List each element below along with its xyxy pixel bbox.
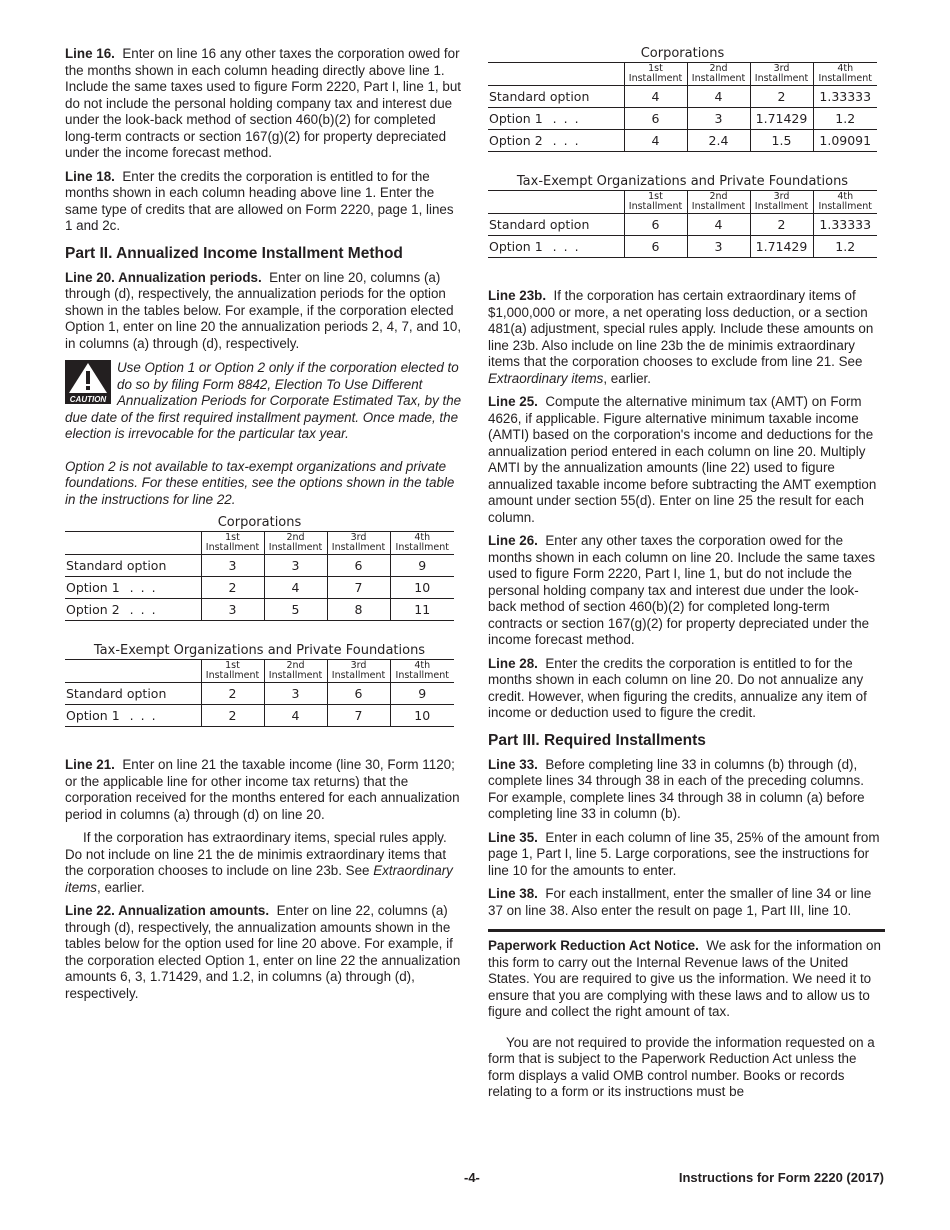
line25-paragraph: Line 25. Compute the alternative minimum tax (AMT) on Form 4626, if applicable. Figure alternative minimum taxable income (AMTI) based on the corporation's income and deductions for the annualization period entered in each column on line 20. Multiply AMTI by the annualization amounts (line 22) used to figure annualized taxable income before subtracting the AMT exemption amount under section 55(d). Enter on line 25 the result for each column. <box>488 394 877 525</box>
column-header: 3rd Installment <box>750 191 813 214</box>
column-header: 1st Installment <box>624 191 687 214</box>
table-cell: 10 <box>390 705 454 727</box>
table-cell: 6 <box>624 236 687 258</box>
column-header: 2nd Installment <box>264 532 327 555</box>
annualization-amounts-corporations-table <box>488 46 877 152</box>
table-cell: 7 <box>327 705 390 727</box>
table-cell: 3 <box>264 683 327 705</box>
table-row <box>65 683 454 705</box>
leader-dots: ... <box>552 111 586 126</box>
line35-paragraph: Line 35. Enter in each column of line 35, 25% of the amount from page 1, Part I, line 5. Large corporations, see the instructions for line 10 for the amounts to enter. <box>488 829 880 878</box>
table-cell: 4 <box>687 214 750 236</box>
column-header: 4th Installment <box>390 660 454 683</box>
table-corporations-periods <box>65 515 462 621</box>
row-label: Option 1 ... <box>65 705 201 727</box>
column-header: 3rd Installment <box>327 532 390 555</box>
row-label: Option 1 ... <box>488 236 624 258</box>
table-cell: 4 <box>687 86 750 108</box>
table-row <box>65 555 454 577</box>
line22-paragraph: Line 22. Annualization amounts. Enter on line 22, columns (a) through (d), respectively, the annualization amounts shown in the tables below for the option used for line 20 above. For example, if the corporation elected Option 1, enter on line 22 the annualization amounts 6, 3, 1.71429, and 1.2, in columns (a) through (d), respectively. <box>65 903 461 1001</box>
line25-heading: Line 25. <box>488 394 538 409</box>
table-caption: Tax-Exempt Organizations and Private Foundations <box>93 643 426 658</box>
table-cell: 3 <box>201 599 264 621</box>
table-cell: 6 <box>327 555 390 577</box>
leader-dots: ... <box>129 580 163 595</box>
row-label: Standard option <box>65 555 201 577</box>
line22-heading: Line 22. Annualization amounts. <box>65 903 270 918</box>
page-number: -4- <box>464 1170 480 1185</box>
table-row <box>65 577 454 599</box>
line16-paragraph: Line 16. Enter on line 16 any other taxes the corporation owed for the months shown in each column heading directly above line 1. Include the same taxes used to figure Form 2220, Part I, line 1, but do not include the personal holding company tax and interest due under the look-back method of section 460(b)(2) for completed long-term contracts or section 167(g)(2) for property depreciated under the income forecast method. <box>65 46 461 160</box>
column-header: 2nd Installment <box>687 191 750 214</box>
table-cell: 6 <box>624 214 687 236</box>
right-column <box>488 46 885 1108</box>
table-cell: 9 <box>390 683 454 705</box>
part2-heading: Part II. Annualized Income Installment Method <box>65 244 403 262</box>
part3-heading: Part III. Required Installments <box>488 731 706 749</box>
caution-icon <box>65 360 111 404</box>
line21-paragraph: Line 21. Enter on line 21 the taxable income (line 30, Form 1120; or the applicable line for other income tax returns) that the corporation received for the months entered for each annualization period in columns (a) through (d) on line 20. <box>65 757 460 822</box>
table-caption: Corporations <box>217 515 302 530</box>
table-row <box>488 236 877 258</box>
row-label: Standard option <box>488 86 624 108</box>
table-row <box>65 599 454 621</box>
column-header: 1st Installment <box>624 63 687 86</box>
leader-dots: ... <box>129 602 163 617</box>
caution-box <box>65 360 462 443</box>
table-cell: 4 <box>264 577 327 599</box>
table-cell: 9 <box>390 555 454 577</box>
table-cell: 2 <box>201 705 264 727</box>
table-row <box>488 130 877 152</box>
column-header: 2nd Installment <box>687 63 750 86</box>
table-caption: Corporations <box>640 46 725 61</box>
table-cell: 4 <box>264 705 327 727</box>
table-cell: 6 <box>624 108 687 130</box>
table-cell: 1.33333 <box>813 86 877 108</box>
table-row <box>488 108 877 130</box>
table-cell: 1.71429 <box>750 108 813 130</box>
caution-text: Use Option 1 or Option 2 only if the corporation elected to do so by filing Form 8842, Election To Use Different Annualization Periods for Corporate Estimated Tax, by the due date of the first required installment payment. Once made, the election is irrevocable for the particular tax year. <box>65 360 462 441</box>
table-header-row <box>488 191 877 214</box>
table-cell: 6 <box>327 683 390 705</box>
table-cell: 4 <box>624 130 687 152</box>
table-cell: 10 <box>390 577 454 599</box>
row-label: Option 1 ... <box>65 577 201 599</box>
line21-heading: Line 21. <box>65 757 115 772</box>
line28-paragraph: Line 28. Enter the credits the corporation is entitled to for the months shown in each column on line 20. Do not annualize any credit. However, when figuring the credits, annualize any item of income or deduction used to figure the credit. <box>488 655 867 720</box>
table-cell: 7 <box>327 577 390 599</box>
row-label: Option 2 ... <box>65 599 201 621</box>
column-header: 4th Installment <box>813 191 877 214</box>
table-row <box>65 705 454 727</box>
leader-dots: ... <box>552 239 586 254</box>
table-cell: 1.5 <box>750 130 813 152</box>
line20-paragraph: Line 20. Annualization periods. Enter on line 20, columns (a) through (d), respectively, the annualization periods for the option shown in the tables below. For example, if the corporation elected Option 1, enter on line 20 the annualization periods 2, 4, 7, and 10, in columns (a) through (d), respectively. <box>65 269 462 351</box>
line18-paragraph: Line 18. Enter the credits the corporation is entitled to for the months shown in each column heading above line 1. Enter the same type of credits that are allowed on Form 2220, page 1, lines 1 and 2c. <box>65 168 454 233</box>
table-cell: 3 <box>687 236 750 258</box>
annualization-amounts-exempt-table <box>488 174 877 258</box>
footer-title: Instructions for Form 2220 (2017) <box>678 1170 884 1185</box>
row-label: Standard option <box>488 214 624 236</box>
table-cell: 8 <box>327 599 390 621</box>
table-header-row <box>65 532 454 555</box>
table-cell: 4 <box>624 86 687 108</box>
table-cell: 1.33333 <box>813 214 877 236</box>
line35-heading: Line 35. <box>488 829 538 845</box>
line16-heading: Line 16. <box>65 46 115 61</box>
row-label: Option 1 ... <box>488 108 624 130</box>
table-cell: 3 <box>264 555 327 577</box>
column-header: 4th Installment <box>813 63 877 86</box>
table-cell: 2 <box>750 214 813 236</box>
line38-heading: Line 38. <box>488 886 538 901</box>
line20-heading: Line 20. Annualization periods. <box>65 269 262 285</box>
column-header: 1st Installment <box>201 660 264 683</box>
table-cell: 2 <box>201 577 264 599</box>
table-caption: Tax-Exempt Organizations and Private Foundations <box>516 174 849 189</box>
annualization-periods-exempt-table <box>65 643 454 727</box>
column-header: 4th Installment <box>390 532 454 555</box>
table-cell: 11 <box>390 599 454 621</box>
line23b-paragraph: Line 23b. If the corporation has certain extraordinary items of $1,000,000 or more, a net operating loss deduction, or a section 481(a) adjustment, special rules apply. Include these amounts on line 23b. Also include on line 23b the de minimis extraordinary items that the corporation chooses to exclude from line 21. See Extraordinary items, earlier. <box>488 288 874 386</box>
table-cell: 1.09091 <box>813 130 877 152</box>
left-column <box>65 46 462 1009</box>
caution-label: CAUTION <box>69 395 107 404</box>
section-divider <box>488 929 885 932</box>
line18-heading: Line 18. <box>65 168 115 184</box>
table-cell: 1.2 <box>813 236 877 258</box>
leader-dots: ... <box>129 708 163 723</box>
line33-heading: Line 33. <box>488 756 538 772</box>
column-header: 3rd Installment <box>327 660 390 683</box>
table-cell: 2.4 <box>687 130 750 152</box>
paperwork-paragraph: Paperwork Reduction Act Notice. We ask for the information on this form to carry out the Internal Revenue laws of the United States. You are required to give us the information. We need it to ensure that you are complying with these laws and to allow us to figure and collect the right amount of tax. <box>488 938 881 1019</box>
table-row <box>488 86 877 108</box>
line33-paragraph: Line 33. Before completing line 33 in columns (b) through (d), complete lines 34 through 38 in each of the preceding columns. For example, complete lines 34 through 38 in column (a) before completing line 33 in column (b). <box>488 756 865 821</box>
column-header: 2nd Installment <box>264 660 327 683</box>
table-cell: 2 <box>750 86 813 108</box>
table-exempt-periods <box>65 643 462 727</box>
paperwork-heading: Paperwork Reduction Act Notice. <box>488 938 699 953</box>
table-cell: 2 <box>201 683 264 705</box>
annualization-periods-corporations-table <box>65 515 454 621</box>
column-header: 3rd Installment <box>750 63 813 86</box>
table-exempt-amounts <box>488 174 885 258</box>
table-cell: 5 <box>264 599 327 621</box>
option2-note: Option 2 is not available to tax-exempt organizations and private foundations. For these entities, see the options shown in the table in the instructions for line 22. <box>65 458 455 507</box>
line26-paragraph: Line 26. Enter any other taxes the corporation owed for the months shown in each column on line 20. Include the same taxes used to figure Form 2220, Part I, line 1, but do not include the personal holding company tax and interest due under the look-back method of section 460(b)(2) for completed long-term contracts or section 167(g)(2) for property depreciated under the income forecast method. <box>488 533 876 647</box>
table-header-row <box>488 63 877 86</box>
line26-heading: Line 26. <box>488 533 538 548</box>
table-cell: 1.71429 <box>750 236 813 258</box>
table-cell: 1.2 <box>813 108 877 130</box>
table-corporations-amounts <box>488 46 885 152</box>
table-cell: 3 <box>201 555 264 577</box>
line23b-heading: Line 23b. <box>488 288 547 303</box>
line21-paragraph-2: If the corporation has extraordinary items, special rules apply. Do not include on line 21 the de minimis extraordinary items that the corporation chooses to include on line 23b. See Extraordinary items, earlier. <box>65 830 453 895</box>
paperwork-paragraph-2: You are not required to provide the information requested on a form that is subject to the Paperwork Reduction Act unless the form displays a valid OMB control number. Books or records relating to a form or its instructions must be <box>488 1034 875 1099</box>
row-label: Standard option <box>65 683 201 705</box>
line38-paragraph: Line 38. For each installment, enter the smaller of line 34 or line 37 on line 38. Also enter the result on page 1, Part III, line 10. <box>488 886 872 918</box>
line28-heading: Line 28. <box>488 655 538 671</box>
row-label: Option 2 ... <box>488 130 624 152</box>
table-header-row <box>65 660 454 683</box>
leader-dots: ... <box>552 133 586 148</box>
table-cell: 3 <box>687 108 750 130</box>
table-row <box>488 214 877 236</box>
column-header: 1st Installment <box>201 532 264 555</box>
